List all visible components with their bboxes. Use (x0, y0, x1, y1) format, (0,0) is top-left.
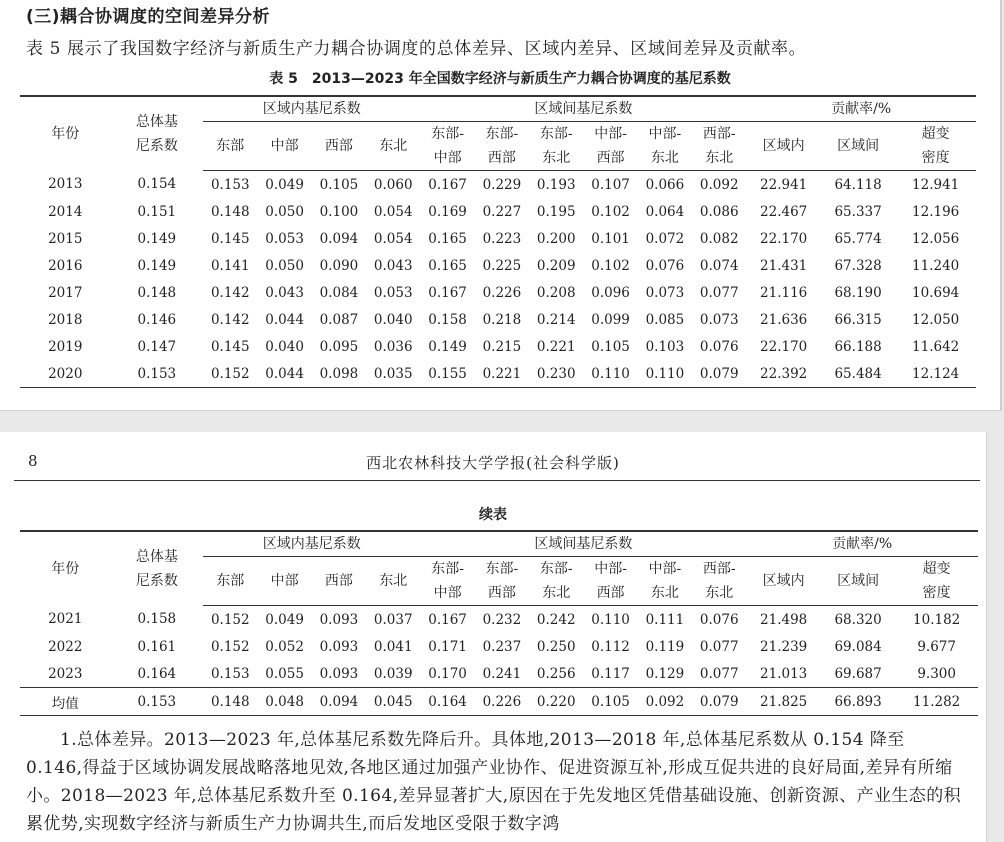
value-cell: 0.241 (482, 665, 522, 682)
value-cell: 0.111 (645, 611, 685, 628)
value-cell: 0.167 (428, 176, 467, 193)
year-cell: 2022 (48, 638, 83, 655)
header-year: 年份 (51, 560, 80, 577)
value-cell: 0.229 (482, 176, 522, 193)
value-cell: 21.431 (760, 257, 808, 274)
value-cell: 68.190 (834, 284, 882, 301)
header-contribution-intra: 区域内 (746, 122, 820, 171)
header-inter-pair: 东部- 西部 (475, 557, 529, 606)
value-cell: 0.149 (137, 230, 177, 247)
mean-value: 0.148 (203, 688, 257, 716)
mean-value: 0.153 (111, 688, 204, 716)
value-cell: 0.165 (428, 230, 467, 247)
value-cell: 0.095 (319, 338, 359, 355)
value-cell: 0.036 (373, 338, 413, 355)
mean-row (20, 688, 978, 716)
header-inter-pair: 东部- 中部 (420, 122, 474, 171)
value-cell: 0.152 (210, 611, 250, 628)
mean-value: 0.105 (583, 688, 637, 716)
year-cell: 2023 (48, 665, 83, 682)
running-head (0, 452, 986, 480)
table-row (20, 252, 976, 279)
mean-label: 均值 (20, 688, 111, 716)
value-cell: 22.170 (760, 338, 808, 355)
mean-value: 0.079 (692, 688, 746, 716)
value-cell: 0.169 (428, 203, 467, 220)
year-cell: 2013 (48, 176, 83, 193)
value-cell: 0.148 (137, 284, 177, 301)
value-cell: 0.164 (137, 665, 177, 682)
header-contribution-inter: 区域间 (821, 557, 895, 606)
value-cell: 21.498 (760, 611, 808, 628)
value-cell: 0.146 (137, 311, 177, 328)
value-cell: 0.141 (210, 257, 250, 274)
value-cell: 0.102 (591, 203, 630, 220)
mean-value: 11.282 (895, 688, 978, 716)
header-inter-pair: 东部- 东北 (529, 122, 583, 171)
value-cell: 0.076 (645, 257, 685, 274)
value-cell: 0.151 (137, 203, 177, 220)
value-cell: 0.064 (645, 203, 685, 220)
value-cell: 0.040 (265, 338, 304, 355)
value-cell: 0.054 (373, 230, 413, 247)
value-cell: 0.232 (482, 611, 522, 628)
header-overall-gini: 总体基 尼系数 (135, 548, 178, 589)
header-intra-region: 中部 (257, 557, 311, 606)
mean-value: 0.094 (312, 688, 366, 716)
mean-value: 66.893 (821, 688, 895, 716)
header-contribution-transvariation: 超变 密度 (895, 122, 976, 171)
header-intra-region: 东部 (203, 557, 257, 606)
value-cell: 65.337 (834, 203, 882, 220)
year-cell: 2015 (48, 230, 83, 247)
value-cell: 0.073 (699, 311, 739, 328)
value-cell: 68.320 (834, 611, 882, 628)
intro-paragraph: 表 5 展示了我国数字经济与新质生产力耦合协调度的总体差异、区域内差异、区域间差异及贡献率。 (26, 39, 807, 59)
value-cell: 12.050 (912, 311, 960, 328)
mean-value: 0.226 (475, 688, 529, 716)
value-cell: 22.941 (760, 176, 808, 193)
header-inter-pair: 西部- 东北 (692, 557, 746, 606)
header-contribution-intra: 区域内 (746, 557, 820, 606)
header-intra-region: 西部 (312, 122, 366, 171)
value-cell: 0.153 (210, 665, 250, 682)
value-cell: 0.044 (265, 311, 304, 328)
mean-value: 21.825 (746, 688, 820, 716)
continued-caption: 续表 (479, 507, 507, 523)
value-cell: 0.072 (645, 230, 685, 247)
value-cell: 0.105 (319, 176, 359, 193)
value-cell: 0.079 (699, 365, 739, 382)
value-cell: 0.049 (265, 611, 304, 628)
value-cell: 69.687 (834, 665, 882, 682)
value-cell: 0.039 (373, 665, 413, 682)
value-cell: 0.161 (137, 638, 177, 655)
value-cell: 0.154 (137, 176, 177, 193)
table-body (20, 606, 978, 716)
header-intra-region: 东部 (203, 122, 257, 171)
value-cell: 11.642 (912, 338, 960, 355)
value-cell: 0.105 (591, 338, 630, 355)
header-inter-pair: 东部- 东北 (529, 557, 583, 606)
value-cell: 0.209 (536, 257, 576, 274)
value-cell: 0.195 (536, 203, 576, 220)
value-cell: 0.060 (373, 176, 413, 193)
header-rule (14, 480, 980, 481)
value-cell: 0.101 (591, 230, 630, 247)
value-cell: 0.077 (699, 284, 739, 301)
value-cell: 0.221 (482, 365, 522, 382)
header-inter-group: 区域间基尼系数 (420, 531, 746, 557)
page-1 (0, 0, 1002, 411)
value-cell: 0.044 (265, 365, 304, 382)
value-cell: 0.066 (645, 176, 685, 193)
value-cell: 67.328 (834, 257, 882, 274)
value-cell: 9.300 (917, 665, 956, 682)
mean-value: 0.045 (366, 688, 420, 716)
value-cell: 0.093 (319, 611, 359, 628)
value-cell: 0.074 (699, 257, 739, 274)
value-cell: 0.227 (482, 203, 522, 220)
value-cell: 0.040 (373, 311, 413, 328)
year-cell: 2018 (48, 311, 83, 328)
body-paragraph: 1.总体差异。2013—2023 年,总体基尼系数先降后升。具体地,2013—2018 年,总体基尼系数从 0.154 降至 0.146,得益于区域协调发展战略落地见效,各地区通过加强产业协作、促进资源互补,形成互促共进的良好局面,差异有所缩小。2018—2023 年,总体基尼系数升至 0.164,差异显著扩大,原因在于先发地区凭借基础设施、创新资源、产业生态的积累优势,实现数字经济与新质生产力协调共生,而后发地区受限于数字鸿 (26, 730, 962, 834)
value-cell: 0.242 (536, 611, 576, 628)
value-cell: 0.158 (137, 611, 177, 628)
table-header (20, 96, 976, 171)
header-inter-pair: 中部- 西部 (583, 122, 637, 171)
table-row (20, 306, 976, 333)
value-cell: 10.182 (913, 611, 961, 628)
header-intra-region: 东北 (366, 122, 420, 171)
year-cell: 2020 (48, 365, 83, 382)
value-cell: 0.052 (265, 638, 304, 655)
value-cell: 0.076 (699, 611, 739, 628)
value-cell: 0.250 (536, 638, 576, 655)
value-cell: 12.941 (912, 176, 960, 193)
value-cell: 0.037 (373, 611, 413, 628)
value-cell: 0.053 (265, 230, 304, 247)
header-contribution-transvariation: 超变 密度 (895, 557, 978, 606)
value-cell: 0.152 (210, 365, 250, 382)
value-cell: 0.043 (373, 257, 413, 274)
header-intra-group: 区域内基尼系数 (203, 531, 420, 557)
value-cell: 0.054 (373, 203, 413, 220)
value-cell: 0.050 (265, 257, 304, 274)
value-cell: 0.043 (265, 284, 304, 301)
value-cell: 0.099 (591, 311, 630, 328)
value-cell: 0.077 (699, 638, 739, 655)
value-cell: 66.188 (834, 338, 882, 355)
value-cell: 0.142 (210, 284, 250, 301)
mean-value: 0.220 (529, 688, 583, 716)
table-row (20, 198, 976, 225)
value-cell: 0.100 (319, 203, 359, 220)
value-cell: 0.103 (645, 338, 685, 355)
value-cell: 0.218 (482, 311, 522, 328)
value-cell: 0.035 (373, 365, 413, 382)
value-cell: 0.200 (536, 230, 576, 247)
value-cell: 12.124 (912, 365, 960, 382)
value-cell: 0.148 (210, 203, 250, 220)
value-cell: 0.167 (428, 284, 467, 301)
value-cell: 0.110 (591, 611, 630, 628)
value-cell: 0.149 (137, 257, 177, 274)
value-cell: 0.145 (210, 230, 250, 247)
value-cell: 22.392 (760, 365, 808, 382)
value-cell: 22.170 (760, 230, 808, 247)
year-cell: 2014 (48, 203, 83, 220)
section-heading: (三)耦合协调度的空间差异分析 (26, 7, 271, 27)
value-cell: 0.149 (428, 338, 467, 355)
value-cell: 0.152 (210, 638, 250, 655)
value-cell: 69.084 (834, 638, 882, 655)
value-cell: 0.086 (699, 203, 739, 220)
header-inter-pair: 中部- 东北 (638, 122, 692, 171)
value-cell: 21.239 (760, 638, 808, 655)
mean-value: 0.092 (638, 688, 692, 716)
value-cell: 0.112 (591, 638, 630, 655)
value-cell: 0.214 (536, 311, 576, 328)
value-cell: 0.087 (319, 311, 359, 328)
mean-value: 0.048 (257, 688, 311, 716)
value-cell: 0.041 (373, 638, 413, 655)
header-contribution-inter: 区域间 (821, 122, 895, 171)
table-body (20, 171, 976, 388)
body-text (26, 726, 966, 838)
table-row (20, 333, 976, 360)
value-cell: 0.098 (319, 365, 359, 382)
header-intra-group: 区域内基尼系数 (203, 96, 420, 122)
value-cell: 65.484 (834, 365, 882, 382)
value-cell: 65.774 (834, 230, 882, 247)
year-cell: 2021 (48, 611, 83, 628)
header-inter-pair: 西部- 东北 (692, 122, 746, 171)
value-cell: 0.193 (536, 176, 576, 193)
header-overall-gini: 总体基 尼系数 (135, 113, 178, 154)
value-cell: 0.076 (699, 338, 739, 355)
value-cell: 10.694 (912, 284, 960, 301)
value-cell: 0.170 (428, 665, 467, 682)
table-row (20, 606, 978, 634)
value-cell: 0.158 (428, 311, 467, 328)
year-cell: 2019 (48, 338, 83, 355)
value-cell: 21.636 (760, 311, 808, 328)
value-cell: 0.094 (319, 230, 359, 247)
value-cell: 0.237 (482, 638, 522, 655)
value-cell: 0.092 (699, 176, 739, 193)
page-number: 8 (28, 452, 38, 470)
header-intra-region: 西部 (312, 557, 366, 606)
header-inter-pair: 东部- 西部 (475, 122, 529, 171)
mean-value: 0.164 (420, 688, 474, 716)
value-cell: 0.085 (645, 311, 685, 328)
value-cell: 11.240 (912, 257, 960, 274)
value-cell: 0.053 (373, 284, 413, 301)
value-cell: 21.013 (760, 665, 808, 682)
value-cell: 0.110 (645, 365, 685, 382)
value-cell: 0.208 (536, 284, 576, 301)
value-cell: 0.153 (137, 365, 177, 382)
value-cell: 0.090 (319, 257, 359, 274)
value-cell: 0.145 (210, 338, 250, 355)
value-cell: 0.077 (699, 665, 739, 682)
value-cell: 0.256 (536, 665, 576, 682)
value-cell: 66.315 (834, 311, 882, 328)
value-cell: 22.467 (760, 203, 808, 220)
table-row (20, 225, 976, 252)
header-inter-group: 区域间基尼系数 (420, 96, 746, 122)
value-cell: 0.096 (591, 284, 630, 301)
gini-table-continued (20, 530, 978, 716)
value-cell: 0.155 (428, 365, 467, 382)
value-cell: 0.084 (319, 284, 359, 301)
year-cell: 2016 (48, 257, 83, 274)
gini-table (20, 95, 976, 388)
journal-title: 西北农林科技大学学报(社会科学版) (366, 454, 620, 472)
value-cell: 0.230 (536, 365, 576, 382)
value-cell: 0.147 (137, 338, 177, 355)
value-cell: 64.118 (834, 176, 882, 193)
value-cell: 0.142 (210, 311, 250, 328)
header-contribution-group: 贡献率/% (746, 96, 976, 122)
table-caption: 表 5 2013—2023 年全国数字经济与新质生产力耦合协调度的基尼系数 (269, 71, 731, 87)
value-cell: 0.110 (591, 365, 630, 382)
table-row (20, 171, 976, 199)
value-cell: 9.677 (917, 638, 956, 655)
value-cell: 0.055 (265, 665, 304, 682)
value-cell: 0.165 (428, 257, 467, 274)
value-cell: 0.153 (210, 176, 250, 193)
header-contribution-group: 贡献率/% (746, 531, 978, 557)
value-cell: 0.167 (428, 611, 467, 628)
value-cell: 0.082 (699, 230, 739, 247)
value-cell: 0.221 (536, 338, 576, 355)
value-cell: 0.093 (319, 638, 359, 655)
value-cell: 21.116 (760, 284, 808, 301)
year-cell: 2017 (48, 284, 83, 301)
value-cell: 0.225 (482, 257, 522, 274)
table-row (20, 279, 976, 306)
value-cell: 0.093 (319, 665, 359, 682)
table-row (20, 633, 978, 660)
value-cell: 0.050 (265, 203, 304, 220)
value-cell: 0.102 (591, 257, 630, 274)
value-cell: 12.056 (912, 230, 960, 247)
value-cell: 0.049 (265, 176, 304, 193)
value-cell: 0.107 (591, 176, 630, 193)
header-inter-pair: 东部- 中部 (420, 557, 474, 606)
value-cell: 0.171 (428, 638, 467, 655)
header-inter-pair: 中部- 东北 (638, 557, 692, 606)
header-intra-region: 中部 (257, 122, 311, 171)
table-row (20, 360, 976, 388)
value-cell: 0.117 (591, 665, 630, 682)
header-intra-region: 东北 (366, 557, 420, 606)
header-inter-pair: 中部- 西部 (583, 557, 637, 606)
header-year: 年份 (51, 125, 80, 142)
value-cell: 0.073 (645, 284, 685, 301)
value-cell: 0.215 (482, 338, 522, 355)
value-cell: 0.223 (482, 230, 522, 247)
value-cell: 0.119 (645, 638, 685, 655)
value-cell: 12.196 (912, 203, 960, 220)
table-row (20, 660, 978, 688)
value-cell: 0.129 (645, 665, 685, 682)
value-cell: 0.226 (482, 284, 522, 301)
table-header (20, 531, 978, 606)
page-2 (0, 432, 987, 842)
